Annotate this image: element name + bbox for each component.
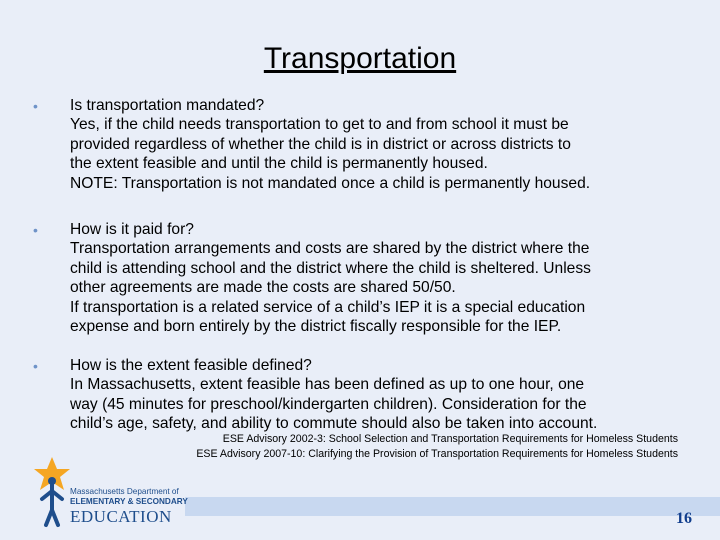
reference-line: ESE Advisory 2002-3: School Selection and Transportation Requirements for Homeless Students [222, 433, 678, 445]
bullet-line: child’s age, safety, and ability to commute should also be taken into account. [70, 415, 598, 433]
bullet-line: Yes, if the child needs transportation to get to and from school it must be [70, 116, 569, 134]
bullet-marker: • [33, 222, 38, 238]
bullet-line: the extent feasible and until the child is permanently housed. [70, 155, 488, 173]
figure-body-icon [42, 485, 62, 525]
bullet-line: In Massachusetts, extent feasible has been defined as up to one hour, one [70, 376, 585, 394]
footer-bar [185, 497, 720, 516]
bullet-marker: • [33, 98, 38, 114]
logo-text [70, 487, 190, 527]
references [196, 432, 678, 462]
bullet-line: other agreements are made the costs are shared 50/50. [70, 279, 456, 297]
bullet-text [70, 220, 690, 336]
bullet-question: How is it paid for? [70, 221, 194, 238]
logo-line-department: Massachusetts Department of [70, 487, 179, 496]
bullet-line: Transportation arrangements and costs are shared by the district where the [70, 240, 590, 258]
bullet-marker: • [33, 358, 38, 374]
bullet-question: Is transportation mandated? [70, 97, 265, 114]
page-number: 16 [676, 510, 692, 527]
bullet-line: provided regardless of whether the child is in district or across districts to [70, 135, 571, 153]
bullet-line: If transportation is a related service of a child’s IEP it is a special education [70, 298, 586, 316]
reference-line: ESE Advisory 2007-10: Clarifying the Provision of Transportation Requirements for Homeless Students [196, 448, 678, 460]
bullet-line: way (45 minutes for preschool/kindergarten children). Consideration for the [70, 395, 587, 413]
bullet-question: How is the extent feasible defined? [70, 357, 312, 374]
logo-line-level: ELEMENTARY & SECONDARY [70, 497, 188, 506]
bullet-line: NOTE: Transportation is not mandated once a child is permanently housed. [70, 174, 591, 192]
bullet-text [70, 356, 690, 434]
logo-line-education: EDUCATION [70, 507, 172, 526]
bullet-text [70, 96, 690, 193]
slide-title: Transportation [263, 42, 457, 75]
bullet-line: child is attending school and the district where the child is sheltered. Unless [70, 259, 591, 277]
bullet-line: expense and born entirely by the district fiscally responsible for the IEP. [70, 318, 562, 336]
